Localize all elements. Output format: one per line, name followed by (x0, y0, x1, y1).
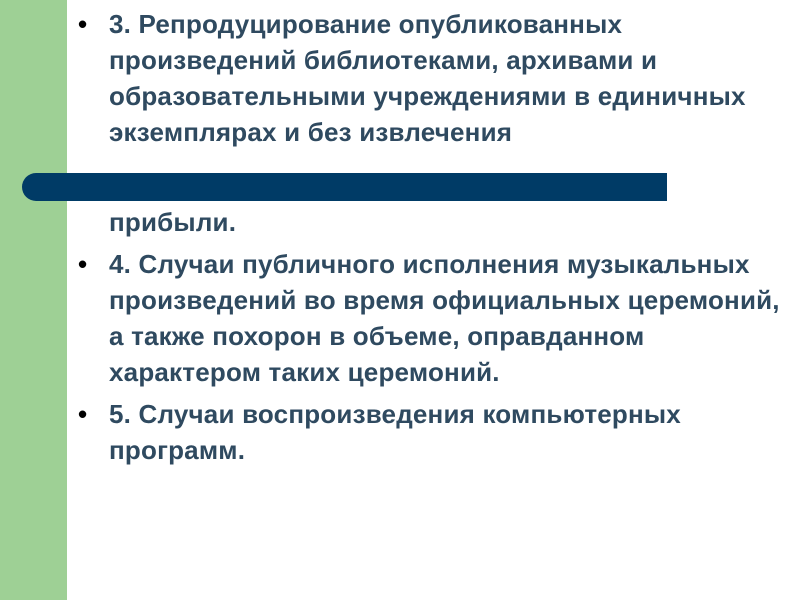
list-item-text: 5. Случаи воспроизведения компьютерных программ. (109, 399, 681, 465)
left-green-strip (0, 0, 67, 600)
list-item (78, 246, 790, 390)
bullet-icon: • (78, 249, 88, 279)
list-item (78, 396, 790, 468)
list-item-continuation-text: прибыли. (109, 207, 237, 237)
bullet-icon: • (78, 399, 88, 429)
bullet-icon: • (78, 9, 88, 39)
slide-text (78, 6, 790, 468)
list-item-continuation (78, 204, 790, 240)
list-item (78, 6, 790, 150)
list-item-text: 4. Случаи публичного исполнения музыкальных произведений во время официальных церемоний, а также похорон в объеме, оправданном характером таких церемоний. (109, 249, 780, 387)
list-item-text: 3. Репродуцирование опубликованных произведений библиотеками, архивами и образовательными учреждениями в единичных экземплярах и без извлечения (109, 9, 746, 147)
